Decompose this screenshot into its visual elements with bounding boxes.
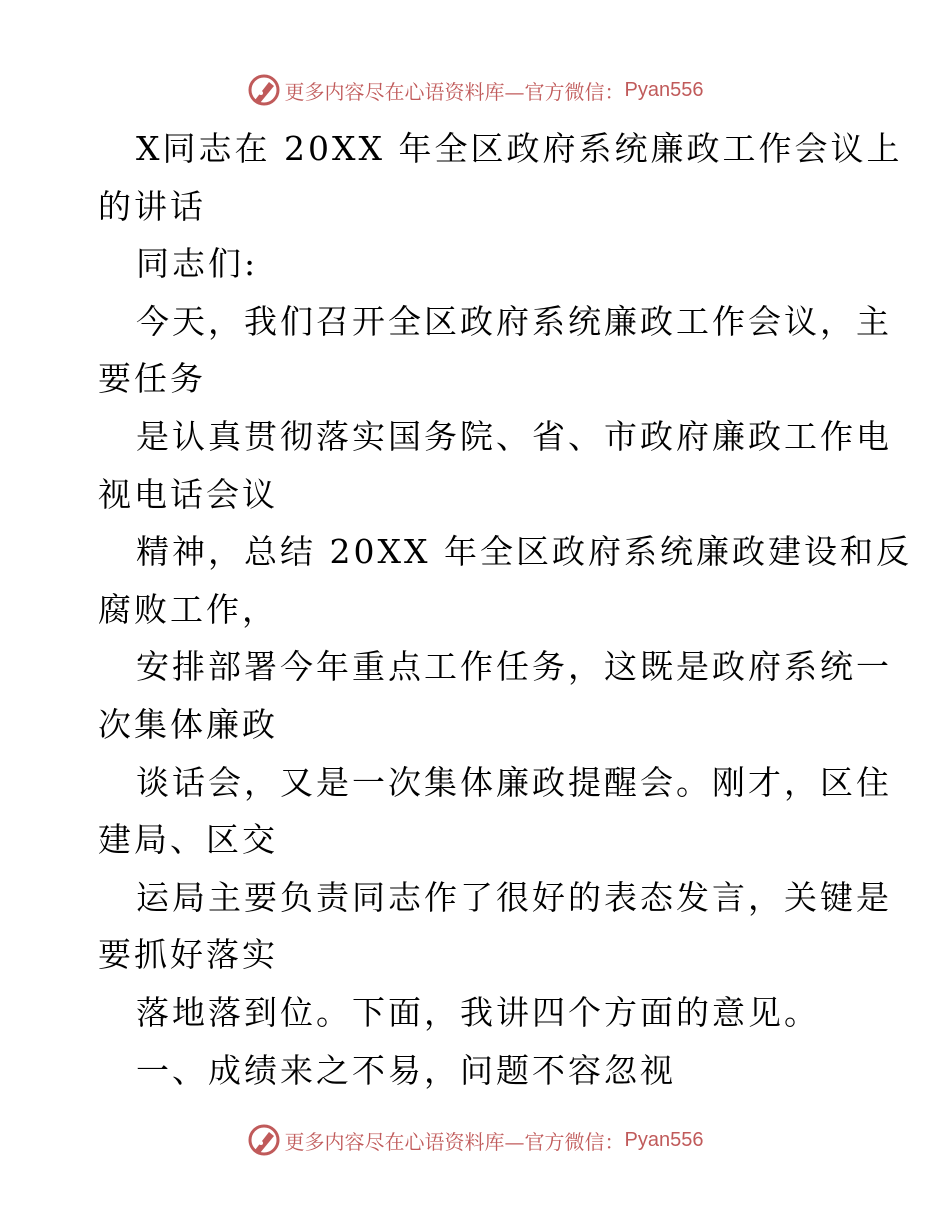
paragraph-line: 运局主要负责同志作了很好的表态发言，关键是 [136,877,892,917]
paragraph-line: 要任务 [98,359,206,399]
paragraph-line: 精神，总结 20XX 年全区政府系统廉政建设和反 [136,532,912,572]
banner-text: 更多内容尽在心语资料库—官方微信： [284,79,625,104]
banner-wechat-id: Pyan556 [624,78,704,101]
section-heading: 一、成绩来之不易，问题不容忽视 [136,1050,676,1090]
paragraph-line: 今天，我们召开全区政府系统廉政工作会议，主 [136,301,892,341]
banner-wechat-id: Pyan556 [624,1128,704,1151]
title-line-1: X同志在 20XX 年全区政府系统廉政工作会议上 [136,129,903,168]
title-line-2: 的讲话 [98,186,206,226]
paragraph-line: 是认真贯彻落实国务院、省、市政府廉政工作电 [136,416,892,456]
pen-logo-icon [247,73,281,107]
paragraph-line: 落地落到位。下面，我讲四个方面的意见。 [136,992,820,1032]
footer-watermark-banner [0,1120,950,1160]
paragraph-line: 腐败工作， [98,589,278,629]
paragraph-line: 次集体廉政 [98,704,278,744]
paragraph-line: 安排部署今年重点工作任务，这既是政府系统一 [136,647,892,687]
header-watermark-banner [0,70,950,110]
salutation-line: 同志们: [136,244,259,284]
paragraph-line: 谈话会，又是一次集体廉政提醒会。刚才，区住 [136,762,892,802]
banner-text: 更多内容尽在心语资料库—官方微信： [284,1129,625,1154]
paragraph-line: 要抓好落实 [98,935,278,975]
speech-body [98,120,912,1099]
paragraph-line: 建局、区交 [98,820,278,860]
paragraph-line: 视电话会议 [98,474,278,514]
pen-logo-icon [247,1123,281,1157]
